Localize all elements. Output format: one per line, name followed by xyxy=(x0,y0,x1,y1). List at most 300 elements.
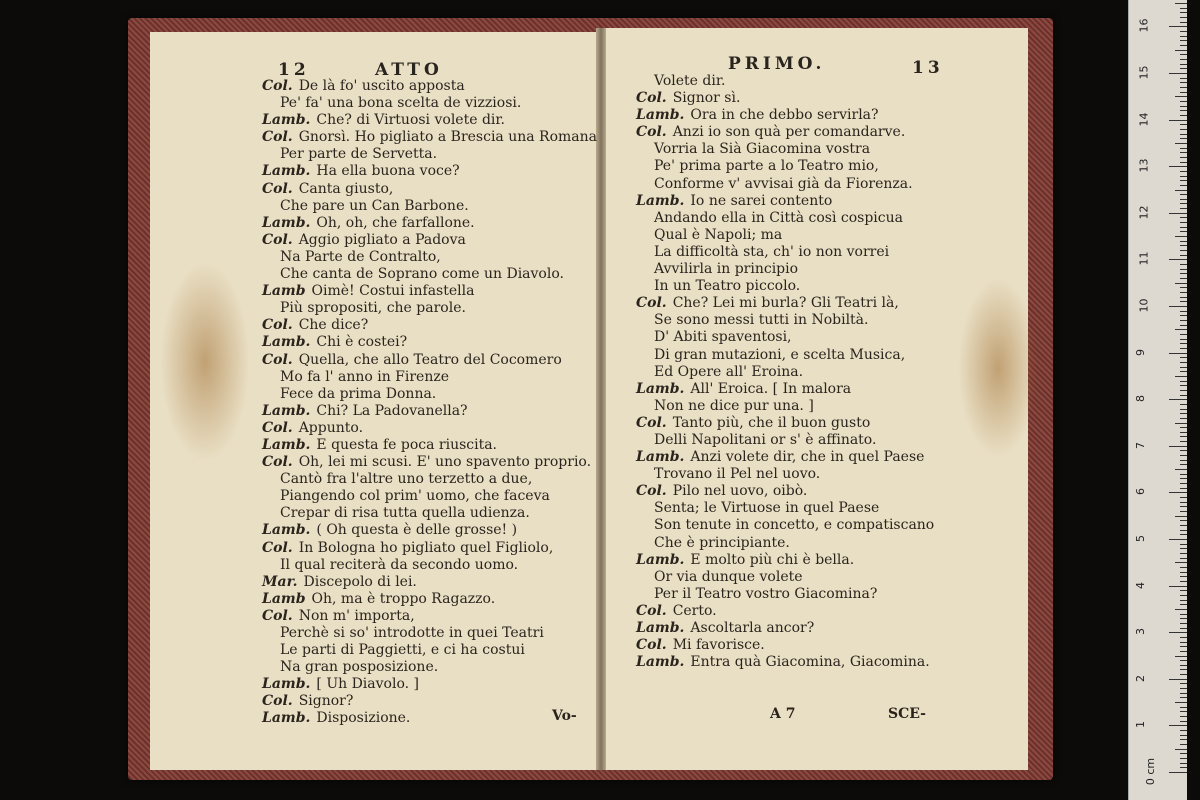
text-line xyxy=(636,415,934,432)
line-text: Gnorsì. Ho pigliato a Brescia una Romana xyxy=(298,129,598,146)
line-text: Che pare un Can Barbone. xyxy=(280,197,469,214)
ruler-tick xyxy=(1180,92,1187,93)
ruler-tick xyxy=(1175,283,1187,284)
ruler-tick xyxy=(1169,725,1187,726)
speaker-label: Lamb. xyxy=(262,334,311,351)
text-line xyxy=(636,295,934,312)
text-line xyxy=(636,244,934,261)
ruler-tick xyxy=(1169,353,1187,354)
ruler-tick xyxy=(1180,674,1187,675)
measurement-ruler xyxy=(1128,0,1187,800)
text-line xyxy=(262,642,597,659)
ruler-number: 11 xyxy=(1137,251,1151,266)
ruler-number: 16 xyxy=(1137,18,1151,33)
speaker-label: Lamb. xyxy=(636,192,685,209)
ruler-tick xyxy=(1180,157,1187,158)
line-text: E questa fe poca riuscita. xyxy=(316,436,498,453)
line-text: Oh, lei mi scusi. E' uno spavento proprio. xyxy=(298,454,592,471)
line-text: Aggio pigliato a Padova xyxy=(298,231,466,248)
text-line xyxy=(262,505,597,522)
text-line xyxy=(636,483,934,500)
ruler-tick xyxy=(1169,399,1187,400)
text-line xyxy=(262,386,597,403)
right-text-block xyxy=(636,73,934,671)
ruler-tick xyxy=(1180,604,1187,605)
ruler-tick xyxy=(1180,250,1187,251)
text-line xyxy=(262,249,597,266)
line-text: Trovano il Pel nel uovo. xyxy=(654,466,821,483)
ruler-tick xyxy=(1175,236,1187,237)
line-text: Oh, ma è troppo Ragazzo. xyxy=(311,590,496,607)
ruler-tick xyxy=(1180,385,1187,386)
text-line xyxy=(636,432,934,449)
line-text: Piangendo col prim' uomo, che faceva xyxy=(280,488,550,505)
speaker-label: Lamb. xyxy=(636,449,685,466)
line-text: Canta giusto, xyxy=(298,180,394,197)
speaker-label: Lamb. xyxy=(262,522,311,539)
ruler-tick xyxy=(1180,744,1187,745)
text-line xyxy=(262,78,597,95)
ruler-tick xyxy=(1175,143,1187,144)
ruler-tick xyxy=(1180,36,1187,37)
line-text: Perchè si so' introdotte in quei Teatri xyxy=(280,625,544,641)
ruler-tick xyxy=(1180,651,1187,652)
text-line xyxy=(636,278,934,295)
text-line xyxy=(636,210,934,227)
ruler-tick xyxy=(1169,632,1187,633)
ruler-tick xyxy=(1180,208,1187,209)
line-text: Crepar di risa tutta quella udienza. xyxy=(280,505,530,522)
ruler-tick xyxy=(1180,255,1187,256)
ruler-tick xyxy=(1180,404,1187,405)
ruler-tick xyxy=(1169,166,1187,167)
line-text: Ha ella buona voce? xyxy=(316,163,460,180)
ruler-tick xyxy=(1180,530,1187,531)
speaker-label: Lamb. xyxy=(262,402,311,419)
ruler-tick xyxy=(1180,148,1187,149)
line-text: Senta; le Virtuose in quel Paese xyxy=(654,500,880,517)
line-text: Il qual reciterà da secondo uomo. xyxy=(280,556,519,573)
text-line xyxy=(262,676,597,693)
ruler-number: 7 xyxy=(1134,441,1147,449)
ruler-tick xyxy=(1180,371,1187,372)
ruler-number: 2 xyxy=(1134,674,1147,682)
ruler-number: 14 xyxy=(1137,112,1151,127)
ruler-tick xyxy=(1180,152,1187,153)
ruler-tick xyxy=(1180,427,1187,428)
line-text: Discepolo di lei. xyxy=(303,573,417,590)
ruler-tick xyxy=(1180,82,1187,83)
speaker-label: Col. xyxy=(636,124,667,141)
line-text: Na gran posposizione. xyxy=(280,659,439,676)
book-gutter xyxy=(596,28,606,770)
ruler-tick xyxy=(1175,96,1187,97)
line-text: Son tenute in concetto, e compatiscano xyxy=(654,517,935,534)
text-line xyxy=(636,73,934,90)
ruler-tick xyxy=(1169,539,1187,540)
ruler-tick xyxy=(1180,273,1187,274)
ruler-tick xyxy=(1180,688,1187,689)
text-line xyxy=(636,193,934,210)
speaker-label: Col. xyxy=(262,607,293,624)
ruler-tick xyxy=(1180,241,1187,242)
ruler-tick xyxy=(1180,721,1187,722)
line-text: Chi? La Padovanella? xyxy=(316,402,468,419)
text-line xyxy=(262,710,597,727)
ruler-number: 1 xyxy=(1134,721,1147,729)
speaker-label: Col. xyxy=(262,231,293,248)
text-line xyxy=(262,403,597,420)
ruler-tick xyxy=(1180,297,1187,298)
line-text: Entra quà Giacomina, Giacomina. xyxy=(690,654,930,671)
line-text: Io ne sarei contento xyxy=(690,192,833,209)
ruler-tick xyxy=(1180,707,1187,708)
line-text: De là fo' uscito apposta xyxy=(298,78,465,94)
text-line xyxy=(636,569,934,586)
text-line xyxy=(636,176,934,193)
line-text: [ Uh Diavolo. ] xyxy=(316,676,419,693)
text-line xyxy=(636,603,934,620)
line-text: Signor sì. xyxy=(672,90,741,107)
text-line xyxy=(262,437,597,454)
speaker-label: Col. xyxy=(262,693,293,710)
ruler-tick xyxy=(1180,502,1187,503)
ruler-tick xyxy=(1180,134,1187,135)
text-line xyxy=(262,146,597,163)
ruler-tick xyxy=(1180,450,1187,451)
ruler-tick xyxy=(1180,124,1187,125)
line-text: Non ne dice pur una. ] xyxy=(654,397,814,414)
ruler-number: 13 xyxy=(1137,158,1151,173)
ruler-number: 10 xyxy=(1137,298,1151,313)
ruler-tick xyxy=(1180,357,1187,358)
line-text: Oh, oh, che farfallone. xyxy=(316,214,475,231)
ruler-tick xyxy=(1180,320,1187,321)
line-text: Tanto più, che il buon gusto xyxy=(672,414,871,431)
ruler-tick xyxy=(1175,562,1187,563)
text-line xyxy=(262,181,597,198)
text-line xyxy=(636,329,934,346)
ruler-tick xyxy=(1180,17,1187,18)
speaker-label: Col. xyxy=(262,539,293,556)
ruler-tick xyxy=(1180,520,1187,521)
line-text: In un Teatro piccolo. xyxy=(654,278,801,295)
ruler-tick xyxy=(1180,348,1187,349)
ruler-tick xyxy=(1180,506,1187,507)
ruler-tick xyxy=(1180,367,1187,368)
text-line xyxy=(636,381,934,398)
speaker-label: Col. xyxy=(636,637,667,654)
ruler-tick xyxy=(1180,334,1187,335)
ruler-tick xyxy=(1180,697,1187,698)
speaker-label: Col. xyxy=(262,317,293,334)
ruler-tick xyxy=(1169,26,1187,27)
ruler-tick xyxy=(1180,87,1187,88)
speaker-label: Col. xyxy=(262,351,293,368)
speaker-label: Col. xyxy=(636,90,667,107)
ruler-tick xyxy=(1180,292,1187,293)
line-text: Conforme v' avvisai già da Fiorenza. xyxy=(654,175,913,192)
ruler-tick xyxy=(1180,572,1187,573)
water-stain xyxy=(160,262,250,462)
ruler-tick xyxy=(1180,395,1187,396)
line-text: Mo fa l' anno in Firenze xyxy=(280,368,450,385)
ruler-tick xyxy=(1180,511,1187,512)
line-text: La difficoltà sta, ch' io non vorrei xyxy=(654,243,890,260)
speaker-label: Col. xyxy=(262,454,293,471)
ruler-tick xyxy=(1180,581,1187,582)
ruler-tick xyxy=(1180,460,1187,461)
text-line xyxy=(636,517,934,534)
speaker-label: Lamb. xyxy=(636,551,685,568)
text-line xyxy=(262,352,597,369)
text-line xyxy=(636,449,934,466)
line-text: Signor? xyxy=(298,693,354,710)
ruler-tick xyxy=(1180,22,1187,23)
ruler-tick xyxy=(1180,637,1187,638)
text-line xyxy=(262,215,597,232)
ruler-tick xyxy=(1180,614,1187,615)
speaker-label: Col. xyxy=(262,129,293,146)
right-catchword: SCE- xyxy=(888,706,926,722)
text-line xyxy=(262,163,597,180)
left-page-number: 12 xyxy=(278,60,310,80)
line-text: Delli Napolitani or s' è affinato. xyxy=(654,431,877,448)
ruler-tick xyxy=(1180,474,1187,475)
line-text: Pe' prima parte a lo Teatro mio, xyxy=(654,158,879,175)
ruler-tick xyxy=(1180,40,1187,41)
ruler-tick xyxy=(1180,301,1187,302)
speaker-label: Lamb. xyxy=(636,654,685,671)
text-line xyxy=(262,334,597,351)
line-text: Che canta de Soprano come un Diavolo. xyxy=(280,266,564,283)
text-line xyxy=(262,693,597,710)
text-line xyxy=(262,591,597,608)
text-line xyxy=(262,129,597,146)
text-line xyxy=(262,608,597,625)
line-text: Che? di Virtuosi volete dir. xyxy=(316,112,505,129)
ruler-tick xyxy=(1169,772,1187,773)
text-line xyxy=(262,317,597,334)
ruler-tick xyxy=(1180,432,1187,433)
text-line xyxy=(636,637,934,654)
ruler-tick xyxy=(1169,446,1187,447)
line-text: Vorria la Sià Giacomina vostra xyxy=(654,141,871,158)
ruler-tick xyxy=(1180,339,1187,340)
speaker-label: Col. xyxy=(262,180,293,197)
ruler-tick xyxy=(1169,73,1187,74)
text-line xyxy=(636,90,934,107)
signature-mark: A 7 xyxy=(770,706,796,722)
text-line xyxy=(636,552,934,569)
text-line xyxy=(262,266,597,283)
ruler-number: 12 xyxy=(1137,205,1151,220)
ruler-tick xyxy=(1180,64,1187,65)
speaker-label: Lamb. xyxy=(636,620,685,636)
ruler-tick xyxy=(1180,171,1187,172)
ruler-tick xyxy=(1180,222,1187,223)
ruler-tick xyxy=(1169,213,1187,214)
text-line xyxy=(636,261,934,278)
ruler-tick xyxy=(1169,120,1187,121)
line-text: Ora in che debbo servirla? xyxy=(690,107,879,124)
ruler-tick xyxy=(1169,586,1187,587)
line-text: Per il Teatro vostro Giacomina? xyxy=(654,585,878,602)
text-line xyxy=(262,574,597,591)
ruler-tick xyxy=(1180,567,1187,568)
ruler-number: 8 xyxy=(1134,395,1147,403)
text-line xyxy=(636,364,934,381)
line-text: Che è principiante. xyxy=(654,534,790,551)
ruler-tick xyxy=(1180,763,1187,764)
line-text: E molto più chi è bella. xyxy=(690,551,855,568)
ruler-number: 5 xyxy=(1134,535,1147,542)
ruler-tick xyxy=(1180,162,1187,163)
ruler-tick xyxy=(1175,702,1187,703)
text-line xyxy=(262,232,597,249)
line-text: Qual è Napoli; ma xyxy=(654,226,783,243)
line-text: Disposizione. xyxy=(316,710,411,727)
line-text: Pe' fa' una bona scelta de vizziosi. xyxy=(280,95,522,112)
ruler-tick xyxy=(1175,329,1187,330)
ruler-tick xyxy=(1180,660,1187,661)
speaker-label: Lamb. xyxy=(262,214,311,231)
ruler-tick xyxy=(1180,45,1187,46)
text-line xyxy=(636,586,934,603)
ruler-tick xyxy=(1180,264,1187,265)
ruler-tick xyxy=(1180,716,1187,717)
speaker-label: Lamb. xyxy=(262,710,311,727)
ruler-tick xyxy=(1169,306,1187,307)
speaker-label: Col. xyxy=(262,78,293,94)
ruler-tick xyxy=(1180,311,1187,312)
line-text: Chi è costei? xyxy=(316,334,408,351)
line-text: Di gran mutazioni, e scelta Musica, xyxy=(654,346,906,363)
ruler-tick xyxy=(1180,101,1187,102)
text-line xyxy=(636,158,934,175)
line-text: Non m' importa, xyxy=(298,607,415,624)
ruler-tick xyxy=(1180,739,1187,740)
ruler-tick xyxy=(1180,138,1187,139)
line-text: Ed Opere all' Eroina. xyxy=(654,363,804,380)
line-text: Mi favorisce. xyxy=(672,637,765,654)
ruler-tick xyxy=(1180,590,1187,591)
line-text: D' Abiti spaventosi, xyxy=(654,329,792,346)
speaker-label: Mar. xyxy=(262,573,298,590)
ruler-tick xyxy=(1180,227,1187,228)
speaker-label: Col. xyxy=(636,295,667,312)
ruler-tick xyxy=(1180,618,1187,619)
ruler-tick xyxy=(1180,287,1187,288)
ruler-tick xyxy=(1180,665,1187,666)
ruler-tick xyxy=(1180,683,1187,684)
ruler-number: 15 xyxy=(1137,65,1151,80)
ruler-tick xyxy=(1180,595,1187,596)
text-line xyxy=(636,500,934,517)
speaker-label: Lamb. xyxy=(262,163,311,180)
line-text: Andando ella in Città così cospicua xyxy=(654,209,903,226)
ruler-tick xyxy=(1180,488,1187,489)
text-line xyxy=(636,535,934,552)
speaker-label: Col. xyxy=(262,419,293,436)
ruler-tick xyxy=(1180,59,1187,60)
water-stain xyxy=(958,278,1038,458)
ruler-tick xyxy=(1169,259,1187,260)
ruler-tick xyxy=(1180,464,1187,465)
ruler-tick xyxy=(1180,269,1187,270)
ruler-tick xyxy=(1180,600,1187,601)
ruler-tick xyxy=(1180,78,1187,79)
ruler-tick xyxy=(1180,217,1187,218)
ruler-tick xyxy=(1175,656,1187,657)
line-text: Se sono messi tutti in Nobiltà. xyxy=(654,312,869,329)
ruler-tick xyxy=(1180,693,1187,694)
ruler-tick xyxy=(1180,730,1187,731)
text-line xyxy=(636,227,934,244)
left-running-head: ATTO xyxy=(375,60,443,80)
text-line xyxy=(262,300,597,317)
ruler-tick xyxy=(1180,409,1187,410)
speaker-label: Col. xyxy=(636,602,667,619)
ruler-tick xyxy=(1180,199,1187,200)
ruler-tick xyxy=(1180,497,1187,498)
ruler-tick xyxy=(1175,469,1187,470)
ruler-tick xyxy=(1180,194,1187,195)
ruler-tick xyxy=(1180,343,1187,344)
ruler-tick xyxy=(1180,185,1187,186)
line-text: Or via dunque volete xyxy=(654,568,803,585)
ruler-number: 0 cm xyxy=(1144,757,1158,786)
ruler-tick xyxy=(1180,642,1187,643)
ruler-tick xyxy=(1180,758,1187,759)
text-line xyxy=(262,454,597,471)
text-line xyxy=(636,466,934,483)
ruler-tick xyxy=(1180,534,1187,535)
ruler-tick xyxy=(1180,12,1187,13)
right-running-head: PRIMO. xyxy=(728,54,826,74)
ruler-number: 4 xyxy=(1134,581,1147,589)
ruler-tick xyxy=(1180,68,1187,69)
ruler-tick xyxy=(1175,3,1187,4)
speaker-label: Lamb. xyxy=(262,436,311,453)
text-line xyxy=(636,107,934,124)
text-line xyxy=(636,347,934,364)
text-line xyxy=(262,369,597,386)
text-line xyxy=(262,420,597,437)
ruler-tick xyxy=(1180,278,1187,279)
line-text: Ascoltarla ancor? xyxy=(690,620,815,636)
ruler-tick xyxy=(1180,576,1187,577)
speaker-label: Lamb. xyxy=(636,380,685,397)
ruler-tick xyxy=(1180,646,1187,647)
text-line xyxy=(262,112,597,129)
ruler-tick xyxy=(1180,483,1187,484)
ruler-tick xyxy=(1175,749,1187,750)
ruler-tick xyxy=(1180,711,1187,712)
line-text: Le parti di Paggietti, e ci ha costui xyxy=(280,642,525,659)
ruler-tick xyxy=(1180,553,1187,554)
ruler-tick xyxy=(1180,767,1187,768)
ruler-tick xyxy=(1180,110,1187,111)
left-text-block xyxy=(262,78,597,728)
ruler-tick xyxy=(1180,231,1187,232)
text-line xyxy=(262,283,597,300)
line-text: Avvilirla in principio xyxy=(654,261,799,278)
text-line xyxy=(636,312,934,329)
ruler-tick xyxy=(1180,325,1187,326)
text-line xyxy=(262,471,597,488)
line-text: Fece da prima Donna. xyxy=(280,385,437,402)
